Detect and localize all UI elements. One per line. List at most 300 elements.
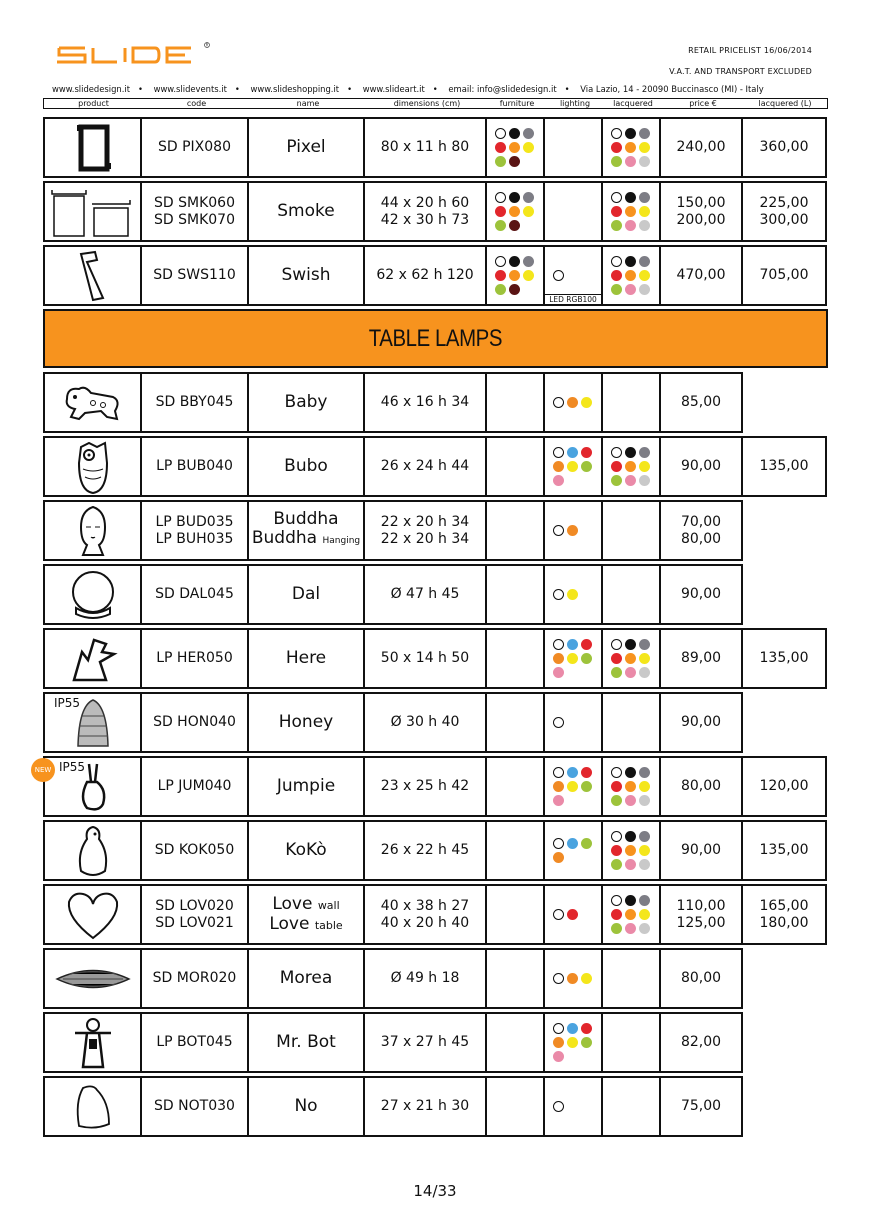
- product-code-line: SD BBY045: [155, 394, 234, 410]
- dimension-line: 22 x 20 h 34: [380, 530, 470, 547]
- color-dot-blue: [567, 447, 578, 458]
- price-line: 80,00: [680, 778, 722, 794]
- col-price: price €: [689, 99, 717, 108]
- section-title: TABLE LAMPS: [43, 309, 828, 368]
- color-dot-light_grey: [639, 859, 650, 870]
- product-code-line: SD PIX080: [157, 139, 231, 155]
- name-cell: [247, 756, 365, 817]
- name-cell: [247, 117, 365, 178]
- color-dot-yellow: [639, 461, 650, 472]
- color-swatches: [604, 256, 658, 295]
- table-row: [43, 756, 825, 817]
- product-name: Bubo: [284, 456, 328, 476]
- product-image-cell: [43, 1012, 142, 1073]
- color-dot-white: [553, 973, 564, 984]
- color-dot-green: [495, 156, 506, 167]
- color-dot-red: [495, 270, 506, 281]
- color-swatches: [546, 767, 600, 806]
- product-image-cell: [43, 948, 142, 1009]
- color-swatches: [604, 895, 658, 934]
- color-dot-brown: [509, 284, 520, 295]
- color-dot-grey: [639, 128, 650, 139]
- page-number: 14/33: [413, 1182, 457, 1200]
- name-cell: [247, 500, 365, 561]
- color-swatches: [488, 192, 542, 231]
- furniture-cell: [485, 372, 545, 433]
- color-dot-yellow: [581, 397, 592, 408]
- price-cell: [659, 1076, 743, 1137]
- price-line: 90,00: [680, 714, 722, 730]
- name-suffix: Hanging: [322, 536, 361, 546]
- pricelist-date: RETAIL PRICELIST 16/06/2014: [688, 46, 812, 55]
- color-dot-green: [495, 284, 506, 295]
- color-dot-black: [625, 831, 636, 842]
- dimensions-cell: [363, 1012, 487, 1073]
- color-swatches: [604, 831, 658, 870]
- color-dot-grey: [639, 767, 650, 778]
- here-product-icon: [66, 632, 120, 686]
- color-dot-orange: [509, 142, 520, 153]
- color-dot-grey: [523, 128, 534, 139]
- color-swatches: [604, 767, 658, 806]
- product-image-cell: [43, 884, 142, 945]
- code-cell: [140, 564, 249, 625]
- product-code-line: SD KOK050: [154, 842, 235, 858]
- color-dot-grey: [639, 192, 650, 203]
- color-dot-white: [611, 831, 622, 842]
- color-dot-pink: [625, 220, 636, 231]
- table-row: [43, 564, 741, 625]
- table-row: [43, 245, 825, 306]
- product-code-line: SD LOV020: [155, 897, 234, 914]
- price-line: 110,00: [676, 897, 726, 914]
- color-dot-pink: [553, 667, 564, 678]
- product-name: No: [294, 1096, 318, 1116]
- price-lacquered-line: 360,00: [759, 139, 809, 155]
- product-image-cell: [43, 372, 142, 433]
- product-name: Jumpie: [276, 776, 336, 796]
- color-dot-black: [625, 767, 636, 778]
- color-dot-orange_dot: [567, 397, 578, 408]
- color-dot-light_grey: [639, 795, 650, 806]
- product-name: Here: [285, 648, 327, 668]
- price-line: 80,00: [680, 970, 722, 986]
- color-dot-pink: [625, 795, 636, 806]
- dimensions-cell: [363, 372, 487, 433]
- color-dot-yellow: [567, 461, 578, 472]
- color-dot-white: [611, 895, 622, 906]
- dimension-line: 22 x 20 h 34: [380, 513, 470, 530]
- code-cell: [140, 948, 249, 1009]
- code-cell: [140, 372, 249, 433]
- furniture-cell: [485, 500, 545, 561]
- color-dot-black: [625, 128, 636, 139]
- color-dot-orange: [625, 270, 636, 281]
- color-dot-orange_dot: [553, 461, 564, 472]
- color-dot-orange: [625, 142, 636, 153]
- lighting-cell: [543, 692, 603, 753]
- price-lacquered-line: 135,00: [759, 650, 809, 666]
- lighting-cell: [543, 948, 603, 1009]
- color-dot-green: [611, 475, 622, 486]
- link-slidedesign[interactable]: www.slidedesign.it: [52, 84, 130, 94]
- dimensions-cell: [363, 884, 487, 945]
- product-code-line: LP BUH035: [155, 530, 234, 547]
- price-line: 90,00: [680, 458, 722, 474]
- product-image-cell: [43, 1076, 142, 1137]
- color-dot-red: [495, 142, 506, 153]
- dimensions-cell: [363, 181, 487, 242]
- code-cell: [140, 245, 249, 306]
- column-headers: [43, 98, 828, 109]
- product-code-line: SD NOT030: [154, 1098, 235, 1114]
- color-dot-green: [495, 220, 506, 231]
- name-cell: [247, 181, 365, 242]
- lacquered-cell: [601, 1012, 661, 1073]
- price-cell: [659, 245, 743, 306]
- color-dot-green: [611, 923, 622, 934]
- col-product: product: [78, 99, 109, 108]
- price-cell: [659, 117, 743, 178]
- color-swatches: [546, 589, 600, 600]
- koko-product-icon: [73, 823, 113, 879]
- swish-product-icon: [73, 248, 113, 304]
- furniture-cell: [485, 820, 545, 881]
- color-dot-green: [611, 220, 622, 231]
- dimensions-cell: [363, 948, 487, 1009]
- dimension-line: 80 x 11 h 80: [380, 139, 470, 155]
- color-dot-white: [553, 1023, 564, 1034]
- price-line: 75,00: [680, 1098, 722, 1114]
- color-dot-grey: [523, 192, 534, 203]
- color-dot-white: [611, 639, 622, 650]
- no-product-icon: [71, 1082, 115, 1132]
- color-dot-light_grey: [639, 156, 650, 167]
- color-dot-black: [625, 192, 636, 203]
- code-cell: [140, 500, 249, 561]
- col-furniture: furniture: [499, 99, 535, 108]
- color-dot-pink: [553, 795, 564, 806]
- color-dot-orange_dot: [553, 852, 564, 863]
- dimension-line: 26 x 24 h 44: [380, 458, 470, 474]
- product-image-cell: [43, 245, 142, 306]
- price-lacquered-line: 705,00: [759, 267, 809, 283]
- col-name: name: [296, 99, 320, 108]
- color-dot-pink: [625, 859, 636, 870]
- color-dot-white: [611, 256, 622, 267]
- color-dot-yellow: [639, 653, 650, 664]
- color-dot-orange_dot: [567, 525, 578, 536]
- color-dot-yellow: [639, 909, 650, 920]
- color-dot-yellow: [523, 142, 534, 153]
- color-dot-red: [611, 845, 622, 856]
- dal-product-icon: [66, 568, 120, 622]
- price-cell: [659, 948, 743, 1009]
- color-dot-yellow: [567, 1037, 578, 1048]
- price-cell: [659, 884, 743, 945]
- color-dot-white: [553, 525, 564, 536]
- color-dot-grey: [639, 256, 650, 267]
- lighting-cell: [543, 820, 603, 881]
- dimensions-cell: [363, 756, 487, 817]
- color-swatches: [488, 128, 542, 167]
- color-swatches: [546, 973, 600, 984]
- color-swatches: [488, 256, 542, 295]
- color-dot-red: [611, 781, 622, 792]
- color-dot-white: [553, 717, 564, 728]
- color-dot-pink: [625, 667, 636, 678]
- lacquered-cell: [601, 756, 661, 817]
- ip-rating: IP55: [59, 760, 86, 774]
- price-cell: [659, 181, 743, 242]
- name-cell: [247, 564, 365, 625]
- color-swatches: [604, 192, 658, 231]
- lighting-cell: [543, 1012, 603, 1073]
- product-name: Buddha: [251, 528, 318, 548]
- baby-product-icon: [61, 381, 125, 425]
- product-code-line: SD SWS110: [153, 267, 236, 283]
- dimensions-cell: [363, 692, 487, 753]
- dimension-line: 46 x 16 h 34: [380, 394, 470, 410]
- color-dot-yellow: [639, 142, 650, 153]
- lighting-cell: [543, 1076, 603, 1137]
- color-dot-yellow: [523, 270, 534, 281]
- table-row: [43, 372, 741, 433]
- product-code-line: SD SMK070: [154, 211, 235, 228]
- product-name: Mr. Bot: [276, 1032, 336, 1052]
- color-dot-orange_dot: [553, 1037, 564, 1048]
- color-dot-red: [611, 653, 622, 664]
- product-code-line: SD MOR020: [152, 970, 237, 986]
- lacquered-cell: [601, 372, 661, 433]
- color-dot-red: [581, 767, 592, 778]
- price-lacquered-line: 120,00: [759, 778, 809, 794]
- color-dot-yellow: [523, 206, 534, 217]
- table-row: [43, 436, 825, 497]
- name-cell: [247, 628, 365, 689]
- code-cell: [140, 692, 249, 753]
- color-swatches: [546, 1101, 600, 1112]
- lacquered-cell: [601, 692, 661, 753]
- color-dot-white: [495, 192, 506, 203]
- color-dot-white: [611, 128, 622, 139]
- lacquered-cell: [601, 1076, 661, 1137]
- color-dot-grey: [523, 256, 534, 267]
- link-slideshopping[interactable]: www.slideshopping.it: [250, 84, 340, 94]
- color-dot-light_grey: [639, 667, 650, 678]
- dimensions-cell: [363, 245, 487, 306]
- price-line: 200,00: [676, 211, 726, 228]
- price-lacquered-line: 165,00: [759, 897, 809, 914]
- color-dot-orange: [625, 206, 636, 217]
- product-code-line: SD DAL045: [155, 586, 234, 602]
- color-dot-green: [581, 838, 592, 849]
- price-line: 90,00: [680, 586, 722, 602]
- color-dot-grey: [639, 447, 650, 458]
- price-cell: [659, 564, 743, 625]
- color-dot-green: [581, 781, 592, 792]
- link-slideart[interactable]: www.slideart.it: [362, 84, 425, 94]
- product-image-cell: [43, 436, 142, 497]
- color-dot-yellow: [567, 589, 578, 600]
- lacquered-cell: [601, 436, 661, 497]
- color-dot-green: [611, 667, 622, 678]
- color-dot-orange: [625, 781, 636, 792]
- code-cell: [140, 1012, 249, 1073]
- price-line: 240,00: [676, 139, 726, 155]
- table-row: [43, 1012, 741, 1073]
- price-line: 70,00: [680, 513, 722, 530]
- color-dot-white: [553, 397, 564, 408]
- color-dot-red: [611, 206, 622, 217]
- color-dot-white: [611, 447, 622, 458]
- color-dot-green: [581, 1037, 592, 1048]
- color-dot-red: [581, 1023, 592, 1034]
- bubo-product-icon: [73, 439, 113, 495]
- color-dot-green: [581, 461, 592, 472]
- color-dot-green: [581, 653, 592, 664]
- color-dot-pink: [625, 284, 636, 295]
- code-cell: [140, 1076, 249, 1137]
- email-link[interactable]: email: info@slidedesign.it: [448, 84, 557, 94]
- color-dot-brown: [509, 220, 520, 231]
- price-lacquered-line: 225,00: [759, 194, 809, 211]
- bot-product-icon: [73, 1015, 113, 1071]
- table-row: [43, 948, 741, 1009]
- color-swatches: [546, 270, 600, 281]
- color-dot-orange: [625, 653, 636, 664]
- name-cell: [247, 1012, 365, 1073]
- color-dot-yellow: [639, 270, 650, 281]
- color-dot-red: [581, 639, 592, 650]
- dimension-line: Ø 47 h 45: [390, 586, 460, 602]
- color-dot-light_grey: [639, 220, 650, 231]
- color-dot-orange: [509, 270, 520, 281]
- color-dot-black: [625, 447, 636, 458]
- price-cell: [659, 500, 743, 561]
- color-dot-red: [611, 461, 622, 472]
- lacquered-cell: [601, 884, 661, 945]
- table-row: [43, 181, 825, 242]
- product-code-line: LP JUM040: [157, 778, 232, 794]
- product-name: Baby: [284, 392, 328, 412]
- name-cell: [247, 692, 365, 753]
- color-dot-red: [495, 206, 506, 217]
- price-lacquered-cell: [741, 181, 827, 242]
- color-swatches: [546, 838, 600, 863]
- code-cell: [140, 820, 249, 881]
- color-swatches: [604, 128, 658, 167]
- color-dot-yellow: [639, 206, 650, 217]
- color-dot-white: [495, 128, 506, 139]
- product-name: Love: [269, 913, 310, 934]
- dimension-line: 42 x 30 h 73: [380, 211, 470, 228]
- name-cell: [247, 1076, 365, 1137]
- price-cell: [659, 692, 743, 753]
- price-cell: [659, 372, 743, 433]
- color-dot-yellow: [567, 781, 578, 792]
- dimensions-cell: [363, 628, 487, 689]
- price-line: 125,00: [676, 914, 726, 931]
- dimension-line: 62 x 62 h 120: [376, 267, 474, 283]
- price-lacquered-line: 180,00: [759, 914, 809, 931]
- price-cell: [659, 1012, 743, 1073]
- color-dot-orange: [625, 845, 636, 856]
- product-name: Smoke: [277, 201, 335, 221]
- dimensions-cell: [363, 500, 487, 561]
- price-cell: [659, 820, 743, 881]
- table-row: [43, 117, 825, 178]
- price-cell: [659, 628, 743, 689]
- code-cell: [140, 436, 249, 497]
- product-name: KoKò: [285, 840, 327, 860]
- code-cell: [140, 117, 249, 178]
- lighting-cell: [543, 245, 603, 306]
- price-cell: [659, 436, 743, 497]
- dimension-line: 26 x 22 h 45: [380, 842, 470, 858]
- color-dot-white: [553, 270, 564, 281]
- color-dot-green: [611, 795, 622, 806]
- color-dot-grey: [639, 895, 650, 906]
- color-dot-white: [553, 767, 564, 778]
- code-cell: [140, 884, 249, 945]
- dimension-line: 44 x 20 h 60: [380, 194, 470, 211]
- furniture-cell: [485, 117, 545, 178]
- color-dot-white: [553, 1101, 564, 1112]
- dimension-line: Ø 30 h 40: [390, 714, 460, 730]
- dimensions-cell: [363, 117, 487, 178]
- color-dot-green: [611, 284, 622, 295]
- color-dot-black: [625, 895, 636, 906]
- furniture-cell: [485, 245, 545, 306]
- price-lacquered-cell: [741, 884, 827, 945]
- lighting-cell: [543, 628, 603, 689]
- product-code-line: LP HER050: [156, 650, 233, 666]
- price-line: 90,00: [680, 842, 722, 858]
- code-cell: [140, 628, 249, 689]
- color-dot-pink: [553, 1051, 564, 1062]
- color-dot-blue: [567, 1023, 578, 1034]
- color-dot-blue: [567, 838, 578, 849]
- product-image-cell: [43, 181, 142, 242]
- address: Via Lazio, 14 - 20090 Buccinasco (MI) - Italy: [580, 84, 764, 94]
- color-dot-orange: [509, 206, 520, 217]
- price-lacquered-cell: [741, 117, 827, 178]
- dimension-line: 37 x 27 h 45: [380, 1034, 470, 1050]
- color-dot-blue: [567, 767, 578, 778]
- price-line: 89,00: [680, 650, 722, 666]
- col-code: code: [186, 99, 207, 108]
- table-row: [43, 820, 825, 881]
- color-dot-yellow: [567, 653, 578, 664]
- lighting-cell: [543, 181, 603, 242]
- color-dot-grey: [639, 831, 650, 842]
- color-swatches: [546, 909, 600, 920]
- price-lacquered-line: 135,00: [759, 842, 809, 858]
- color-dot-black: [509, 192, 520, 203]
- color-dot-orange: [625, 909, 636, 920]
- lacquered-cell: [601, 245, 661, 306]
- pixel-product-icon: [63, 123, 123, 173]
- product-name: Dal: [291, 584, 321, 604]
- dimensions-cell: [363, 436, 487, 497]
- color-dot-pink: [553, 475, 564, 486]
- link-slidevents[interactable]: www.slidevents.it: [153, 84, 227, 94]
- name-cell: [247, 820, 365, 881]
- product-code-line: SD HON040: [153, 714, 236, 730]
- table-row: [43, 628, 825, 689]
- color-dot-red: [611, 270, 622, 281]
